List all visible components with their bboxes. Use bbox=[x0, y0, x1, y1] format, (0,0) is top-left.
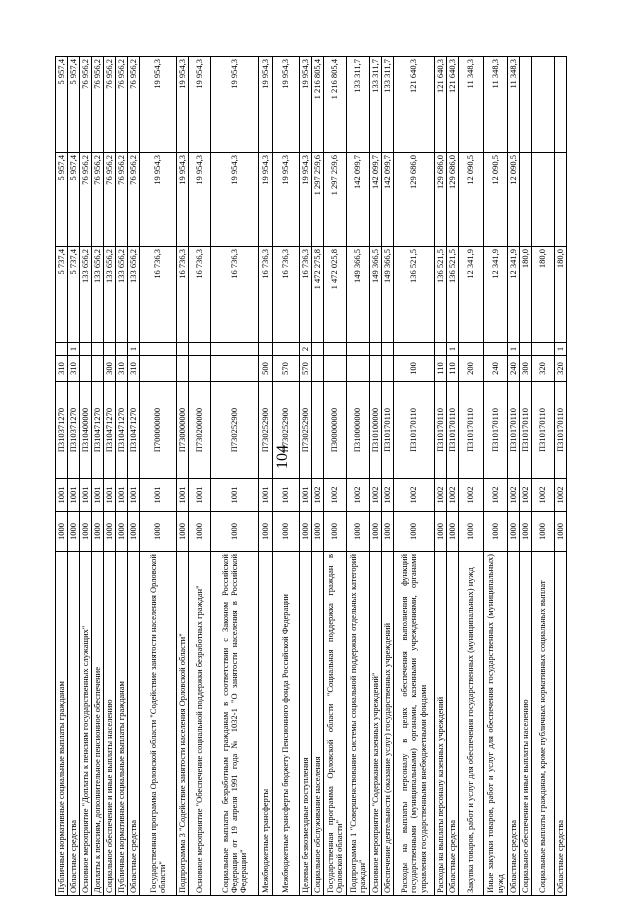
row-source-mark bbox=[347, 343, 370, 356]
row-value-3 bbox=[555, 57, 567, 153]
row-article-code: П310400000 bbox=[80, 382, 92, 479]
row-value-3: 76 956,2 bbox=[104, 57, 116, 153]
row-expense-type bbox=[140, 356, 177, 382]
row-value-3: 121 640,3 bbox=[394, 57, 435, 153]
row-value-3: 19 954,3 bbox=[273, 57, 300, 153]
row-expense-type: 200 bbox=[459, 356, 484, 382]
row-source-mark: 1 bbox=[447, 343, 459, 356]
row-section-code: 1000 bbox=[128, 512, 140, 552]
row-name: Основное мероприятие "Содержание казенных учреждений" bbox=[370, 552, 382, 896]
row-name: Публичные нормативные социальные выплаты гражданам bbox=[116, 552, 128, 896]
row-source-mark bbox=[312, 343, 324, 356]
row-article-code: П310170110 bbox=[532, 382, 555, 479]
page-number: 104 bbox=[274, 445, 291, 469]
table-row bbox=[92, 57, 104, 896]
row-section-code: 1000 bbox=[140, 512, 177, 552]
row-section-code: 1000 bbox=[259, 512, 273, 552]
row-section-code: 1000 bbox=[508, 512, 520, 552]
row-article-code: П310471270 bbox=[104, 382, 116, 479]
row-value-3: 133 311,7 bbox=[347, 57, 370, 153]
row-value-3: 11 348,3 bbox=[508, 57, 520, 153]
budget-table-container bbox=[55, 57, 603, 896]
row-value-3: 133 311,7 bbox=[370, 57, 382, 153]
row-source-mark: 1 bbox=[555, 343, 567, 356]
row-value-1: 136 521,5 bbox=[435, 247, 447, 343]
row-article-code: П730200000 bbox=[189, 382, 211, 479]
row-subsection-code: 1002 bbox=[459, 479, 484, 512]
row-subsection-code: 1002 bbox=[508, 479, 520, 512]
row-section-code: 1000 bbox=[273, 512, 300, 552]
row-value-2: 12 090,5 bbox=[484, 153, 508, 247]
row-source-mark bbox=[484, 343, 508, 356]
row-section-code: 1000 bbox=[104, 512, 116, 552]
row-name: Целевые безвозмездные поступления bbox=[300, 552, 312, 896]
row-value-1: 16 736,3 bbox=[189, 247, 211, 343]
row-article-code: П730252900 bbox=[273, 382, 300, 479]
row-expense-type: 310 bbox=[56, 356, 68, 382]
row-article-code: П310170110 bbox=[382, 382, 394, 479]
row-source-mark: 2 bbox=[300, 343, 312, 356]
row-source-mark bbox=[459, 343, 484, 356]
row-subsection-code: 1001 bbox=[92, 479, 104, 512]
row-name: Социальное обеспечение и иные выплаты населению bbox=[104, 552, 116, 896]
table-row bbox=[382, 57, 394, 896]
row-section-code: 1000 bbox=[324, 512, 347, 552]
row-article-code: П730252900 bbox=[211, 382, 259, 479]
row-expense-type bbox=[347, 356, 370, 382]
row-name: Социальное обеспечение и иные выплаты населению bbox=[520, 552, 532, 896]
row-expense-type bbox=[382, 356, 394, 382]
row-value-3: 1 216 805,4 bbox=[324, 57, 347, 153]
row-article-code: П310170110 bbox=[394, 382, 435, 479]
row-name: Государственная программа Орловской области "Социальная поддержка граждан в Орловской области" bbox=[324, 552, 347, 896]
row-value-2: 142 099,7 bbox=[370, 153, 382, 247]
row-value-2: 76 956,2 bbox=[92, 153, 104, 247]
row-name: Основное мероприятие "Доплаты к пенсиям государственных служащих" bbox=[80, 552, 92, 896]
row-value-1: 16 736,3 bbox=[273, 247, 300, 343]
row-value-1: 12 341,9 bbox=[508, 247, 520, 343]
row-expense-type: 300 bbox=[104, 356, 116, 382]
row-article-code: П310170110 bbox=[435, 382, 447, 479]
row-section-code: 1000 bbox=[300, 512, 312, 552]
row-value-2: 76 956,2 bbox=[116, 153, 128, 247]
row-source-mark bbox=[435, 343, 447, 356]
row-subsection-code: 1002 bbox=[555, 479, 567, 512]
row-value-1: 16 736,3 bbox=[177, 247, 189, 343]
row-source-mark bbox=[177, 343, 189, 356]
row-value-1: 12 341,9 bbox=[459, 247, 484, 343]
row-name: Областные средства bbox=[128, 552, 140, 896]
row-article-code: П310471270 bbox=[128, 382, 140, 479]
row-expense-type bbox=[324, 356, 347, 382]
row-subsection-code: 1001 bbox=[177, 479, 189, 512]
row-source-mark bbox=[324, 343, 347, 356]
table-row bbox=[312, 57, 324, 896]
table-row bbox=[394, 57, 435, 896]
row-article-code: П300000000 bbox=[324, 382, 347, 479]
row-value-2: 129 686,0 bbox=[435, 153, 447, 247]
row-value-1: 5 737,4 bbox=[56, 247, 68, 343]
row-source-mark bbox=[382, 343, 394, 356]
row-expense-type: 570 bbox=[273, 356, 300, 382]
row-section-code: 1000 bbox=[92, 512, 104, 552]
row-source-mark bbox=[80, 343, 92, 356]
row-value-2: 12 090,5 bbox=[459, 153, 484, 247]
row-name: Подпрограмма 3 "Содействие занятости населения Орловской области" bbox=[177, 552, 189, 896]
row-subsection-code: 1001 bbox=[300, 479, 312, 512]
row-name: Расходы на выплаты персоналу в целях обеспечения выполнения функций государственными (муниципальными) органами, казенными учреждениями, органами управления государственными внебюджетными фондами bbox=[394, 552, 435, 896]
row-value-1: 180,0 bbox=[555, 247, 567, 343]
row-value-2: 12 090,5 bbox=[508, 153, 520, 247]
row-value-2: 142 099,7 bbox=[347, 153, 370, 247]
row-subsection-code: 1001 bbox=[128, 479, 140, 512]
row-source-mark bbox=[189, 343, 211, 356]
row-expense-type: 110 bbox=[435, 356, 447, 382]
row-value-2: 76 956,2 bbox=[104, 153, 116, 247]
row-value-1: 149 366,5 bbox=[347, 247, 370, 343]
row-value-2: 19 954,3 bbox=[177, 153, 189, 247]
row-section-code: 1000 bbox=[347, 512, 370, 552]
row-value-3: 19 954,3 bbox=[177, 57, 189, 153]
row-value-1: 136 521,5 bbox=[447, 247, 459, 343]
row-value-2 bbox=[520, 153, 532, 247]
row-value-1: 16 736,3 bbox=[259, 247, 273, 343]
row-value-1: 1 472 275,8 bbox=[312, 247, 324, 343]
row-subsection-code: 1001 bbox=[56, 479, 68, 512]
row-article-code: П730252900 bbox=[259, 382, 273, 479]
row-value-2: 19 954,3 bbox=[259, 153, 273, 247]
table-row bbox=[447, 57, 459, 896]
row-name: Основное мероприятие "Обеспечение социальной поддержки безработных граждан" bbox=[189, 552, 211, 896]
row-value-2: 129 686,0 bbox=[447, 153, 459, 247]
row-value-1: 149 366,5 bbox=[370, 247, 382, 343]
row-subsection-code: 1001 bbox=[140, 479, 177, 512]
row-section-code: 1000 bbox=[555, 512, 567, 552]
row-subsection-code: 1001 bbox=[189, 479, 211, 512]
row-value-3: 1 216 805,4 bbox=[312, 57, 324, 153]
row-section-code: 1000 bbox=[394, 512, 435, 552]
row-expense-type bbox=[177, 356, 189, 382]
row-article-code: П310170110 bbox=[459, 382, 484, 479]
row-value-3 bbox=[520, 57, 532, 153]
row-expense-type: 570 bbox=[300, 356, 312, 382]
row-name: Закупка товаров, работ и услуг для обеспечения государственных (муниципальных) нужд bbox=[459, 552, 484, 896]
row-value-2: 19 954,3 bbox=[300, 153, 312, 247]
row-source-mark bbox=[520, 343, 532, 356]
row-article-code: П310000000 bbox=[347, 382, 370, 479]
row-name: Расходы на выплаты персоналу казенных учреждений bbox=[435, 552, 447, 896]
row-source-mark bbox=[92, 343, 104, 356]
row-value-3: 76 956,2 bbox=[116, 57, 128, 153]
row-section-code: 1000 bbox=[68, 512, 80, 552]
row-article-code: П310170110 bbox=[555, 382, 567, 479]
row-expense-type: 110 bbox=[447, 356, 459, 382]
row-article-code: П310471270 bbox=[92, 382, 104, 479]
row-expense-type: 300 bbox=[520, 356, 532, 382]
row-expense-type: 310 bbox=[68, 356, 80, 382]
row-name: Областные средства bbox=[447, 552, 459, 896]
row-name: Доплаты к пенсиям, дополнительное пенсионное обеспечение bbox=[92, 552, 104, 896]
table-row bbox=[435, 57, 447, 896]
row-expense-type bbox=[189, 356, 211, 382]
row-subsection-code: 1002 bbox=[324, 479, 347, 512]
row-value-1: 133 656,2 bbox=[92, 247, 104, 343]
table-row bbox=[211, 57, 259, 896]
row-expense-type: 310 bbox=[128, 356, 140, 382]
row-expense-type: 320 bbox=[555, 356, 567, 382]
row-value-1: 136 521,5 bbox=[394, 247, 435, 343]
row-expense-type: 100 bbox=[394, 356, 435, 382]
row-value-1: 133 656,2 bbox=[80, 247, 92, 343]
row-expense-type bbox=[80, 356, 92, 382]
table-row bbox=[68, 57, 80, 896]
row-article-code: П310170110 bbox=[447, 382, 459, 479]
row-value-1: 16 736,3 bbox=[300, 247, 312, 343]
row-expense-type: 500 bbox=[259, 356, 273, 382]
row-section-code: 1000 bbox=[189, 512, 211, 552]
row-article-code: П310170110 bbox=[520, 382, 532, 479]
table-row bbox=[324, 57, 347, 896]
row-article-code: П730000000 bbox=[177, 382, 189, 479]
row-source-mark bbox=[532, 343, 555, 356]
row-value-1: 12 341,9 bbox=[484, 247, 508, 343]
row-subsection-code: 1002 bbox=[382, 479, 394, 512]
row-value-3: 11 348,3 bbox=[459, 57, 484, 153]
row-value-3: 76 956,2 bbox=[128, 57, 140, 153]
row-value-3: 76 956,2 bbox=[80, 57, 92, 153]
row-section-code: 1000 bbox=[382, 512, 394, 552]
row-value-3 bbox=[532, 57, 555, 153]
row-value-2 bbox=[555, 153, 567, 247]
row-value-1: 133 656,2 bbox=[128, 247, 140, 343]
row-value-2: 76 956,2 bbox=[80, 153, 92, 247]
row-value-3: 19 954,3 bbox=[189, 57, 211, 153]
row-section-code: 1000 bbox=[116, 512, 128, 552]
row-section-code: 1000 bbox=[459, 512, 484, 552]
table-row bbox=[347, 57, 370, 896]
table-row bbox=[532, 57, 555, 896]
row-value-2: 19 954,3 bbox=[211, 153, 259, 247]
table-row bbox=[508, 57, 520, 896]
row-section-code: 1000 bbox=[80, 512, 92, 552]
row-source-mark bbox=[140, 343, 177, 356]
row-subsection-code: 1001 bbox=[116, 479, 128, 512]
row-name: Межбюджетные трансферты бюджету Пенсионного фонда Российской Федерации bbox=[273, 552, 300, 896]
table-row bbox=[116, 57, 128, 896]
row-value-1: 5 737,4 bbox=[68, 247, 80, 343]
row-subsection-code: 1001 bbox=[259, 479, 273, 512]
table-row bbox=[300, 57, 312, 896]
row-value-2: 142 099,7 bbox=[382, 153, 394, 247]
row-subsection-code: 1001 bbox=[80, 479, 92, 512]
row-value-1: 180,0 bbox=[532, 247, 555, 343]
row-source-mark bbox=[116, 343, 128, 356]
row-value-3: 19 954,3 bbox=[140, 57, 177, 153]
row-article-code: П310170110 bbox=[484, 382, 508, 479]
row-expense-type bbox=[312, 356, 324, 382]
row-expense-type: 320 bbox=[532, 356, 555, 382]
table-row bbox=[555, 57, 567, 896]
row-value-2: 1 297 259,6 bbox=[324, 153, 347, 247]
row-subsection-code: 1001 bbox=[68, 479, 80, 512]
row-expense-type bbox=[370, 356, 382, 382]
row-name: Публичные нормативные социальные выплаты гражданам bbox=[56, 552, 68, 896]
row-expense-type: 240 bbox=[508, 356, 520, 382]
row-article-code: П310471270 bbox=[116, 382, 128, 479]
row-value-1: 180,0 bbox=[520, 247, 532, 343]
row-name: Социальные выплаты гражданам, кроме публичных нормативных социальных выплат bbox=[532, 552, 555, 896]
row-expense-type: 240 bbox=[484, 356, 508, 382]
row-article-code: П310371270 bbox=[68, 382, 80, 479]
row-section-code: 1000 bbox=[370, 512, 382, 552]
row-value-1: 1 472 025,8 bbox=[324, 247, 347, 343]
row-subsection-code: 1002 bbox=[347, 479, 370, 512]
row-name: Социальное обслуживание населения bbox=[312, 552, 324, 896]
row-article-code: П310170110 bbox=[508, 382, 520, 479]
table-row bbox=[520, 57, 532, 896]
row-subsection-code: 1002 bbox=[520, 479, 532, 512]
row-value-3: 19 954,3 bbox=[211, 57, 259, 153]
row-name: Государственная программа Орловской области "Содействие занятости населения Орловской области" bbox=[140, 552, 177, 896]
row-value-3: 133 311,7 bbox=[382, 57, 394, 153]
table-row bbox=[189, 57, 211, 896]
row-article-code: П730252900 bbox=[300, 382, 312, 479]
row-value-1: 149 366,5 bbox=[382, 247, 394, 343]
row-source-mark bbox=[259, 343, 273, 356]
row-value-2: 1 297 259,6 bbox=[312, 153, 324, 247]
row-article-code: П310371270 bbox=[56, 382, 68, 479]
row-section-code: 1000 bbox=[484, 512, 508, 552]
row-name: Подпрограмма 1 "Совершенствование системы социальной поддержки отдельных категорий граждан" bbox=[347, 552, 370, 896]
row-value-1: 16 736,3 bbox=[211, 247, 259, 343]
row-value-2: 5 957,4 bbox=[68, 153, 80, 247]
table-row bbox=[80, 57, 92, 896]
row-name: Областные средства bbox=[555, 552, 567, 896]
row-source-mark bbox=[273, 343, 300, 356]
row-name: Иные закупки товаров, работ и услуг для обеспечения государственных (муниципальных) нужд bbox=[484, 552, 508, 896]
table-row bbox=[140, 57, 177, 896]
row-subsection-code: 1001 bbox=[273, 479, 300, 512]
row-subsection-code: 1002 bbox=[447, 479, 459, 512]
row-section-code: 1000 bbox=[532, 512, 555, 552]
row-source-mark: 1 bbox=[68, 343, 80, 356]
row-subsection-code: 1001 bbox=[211, 479, 259, 512]
row-subsection-code: 1001 bbox=[104, 479, 116, 512]
row-section-code: 1000 bbox=[520, 512, 532, 552]
table-row bbox=[56, 57, 68, 896]
row-value-2: 5 957,4 bbox=[56, 153, 68, 247]
row-section-code: 1000 bbox=[211, 512, 259, 552]
row-value-3: 11 348,3 bbox=[484, 57, 508, 153]
row-subsection-code: 1002 bbox=[484, 479, 508, 512]
row-name: Социальные выплаты безработным гражданам в соответствии с Законом Российской Федерации от 19 апреля 1991 года № 1032-1 "О занятости населения в Российской Федерации" bbox=[211, 552, 259, 896]
row-section-code: 1000 bbox=[177, 512, 189, 552]
row-value-3: 5 957,4 bbox=[56, 57, 68, 153]
row-article-code: П310100000 bbox=[370, 382, 382, 479]
row-source-mark: 1 bbox=[508, 343, 520, 356]
row-value-3: 19 954,3 bbox=[300, 57, 312, 153]
row-section-code: 1000 bbox=[312, 512, 324, 552]
table-row bbox=[177, 57, 189, 896]
row-source-mark bbox=[394, 343, 435, 356]
row-expense-type bbox=[92, 356, 104, 382]
table-row bbox=[273, 57, 300, 896]
budget-table bbox=[55, 56, 567, 896]
table-row bbox=[259, 57, 273, 896]
row-value-1: 133 656,2 bbox=[104, 247, 116, 343]
row-value-2: 19 954,3 bbox=[189, 153, 211, 247]
row-source-mark: 1 bbox=[128, 343, 140, 356]
row-value-3: 76 956,2 bbox=[92, 57, 104, 153]
row-value-2: 19 954,3 bbox=[140, 153, 177, 247]
row-source-mark bbox=[56, 343, 68, 356]
row-value-2: 19 954,3 bbox=[273, 153, 300, 247]
row-source-mark bbox=[104, 343, 116, 356]
table-row bbox=[484, 57, 508, 896]
row-expense-type bbox=[211, 356, 259, 382]
row-article-code bbox=[312, 382, 324, 479]
table-row bbox=[104, 57, 116, 896]
table-row bbox=[128, 57, 140, 896]
budget-table-body bbox=[56, 57, 567, 896]
row-value-3: 19 954,3 bbox=[259, 57, 273, 153]
row-name: Межбюджетные трансферты bbox=[259, 552, 273, 896]
row-value-3: 121 640,3 bbox=[435, 57, 447, 153]
row-value-2 bbox=[532, 153, 555, 247]
row-subsection-code: 1002 bbox=[312, 479, 324, 512]
row-value-1: 133 656,2 bbox=[116, 247, 128, 343]
table-row bbox=[370, 57, 382, 896]
row-value-3: 121 640,3 bbox=[447, 57, 459, 153]
table-row bbox=[459, 57, 484, 896]
row-subsection-code: 1002 bbox=[435, 479, 447, 512]
row-section-code: 1000 bbox=[447, 512, 459, 552]
row-expense-type: 310 bbox=[116, 356, 128, 382]
row-value-2: 129 686,0 bbox=[394, 153, 435, 247]
row-section-code: 1000 bbox=[56, 512, 68, 552]
row-subsection-code: 1002 bbox=[394, 479, 435, 512]
row-article-code: П700000000 bbox=[140, 382, 177, 479]
row-value-3: 5 957,4 bbox=[68, 57, 80, 153]
row-value-2: 76 956,2 bbox=[128, 153, 140, 247]
row-section-code: 1000 bbox=[435, 512, 447, 552]
row-value-1: 16 736,3 bbox=[140, 247, 177, 343]
row-name: Областные средства bbox=[68, 552, 80, 896]
row-source-mark bbox=[370, 343, 382, 356]
row-name: Областные средства bbox=[508, 552, 520, 896]
row-subsection-code: 1002 bbox=[370, 479, 382, 512]
row-source-mark bbox=[211, 343, 259, 356]
row-subsection-code: 1002 bbox=[532, 479, 555, 512]
row-name: Обеспечение деятельности (оказание услуг) государственных учреждений bbox=[382, 552, 394, 896]
